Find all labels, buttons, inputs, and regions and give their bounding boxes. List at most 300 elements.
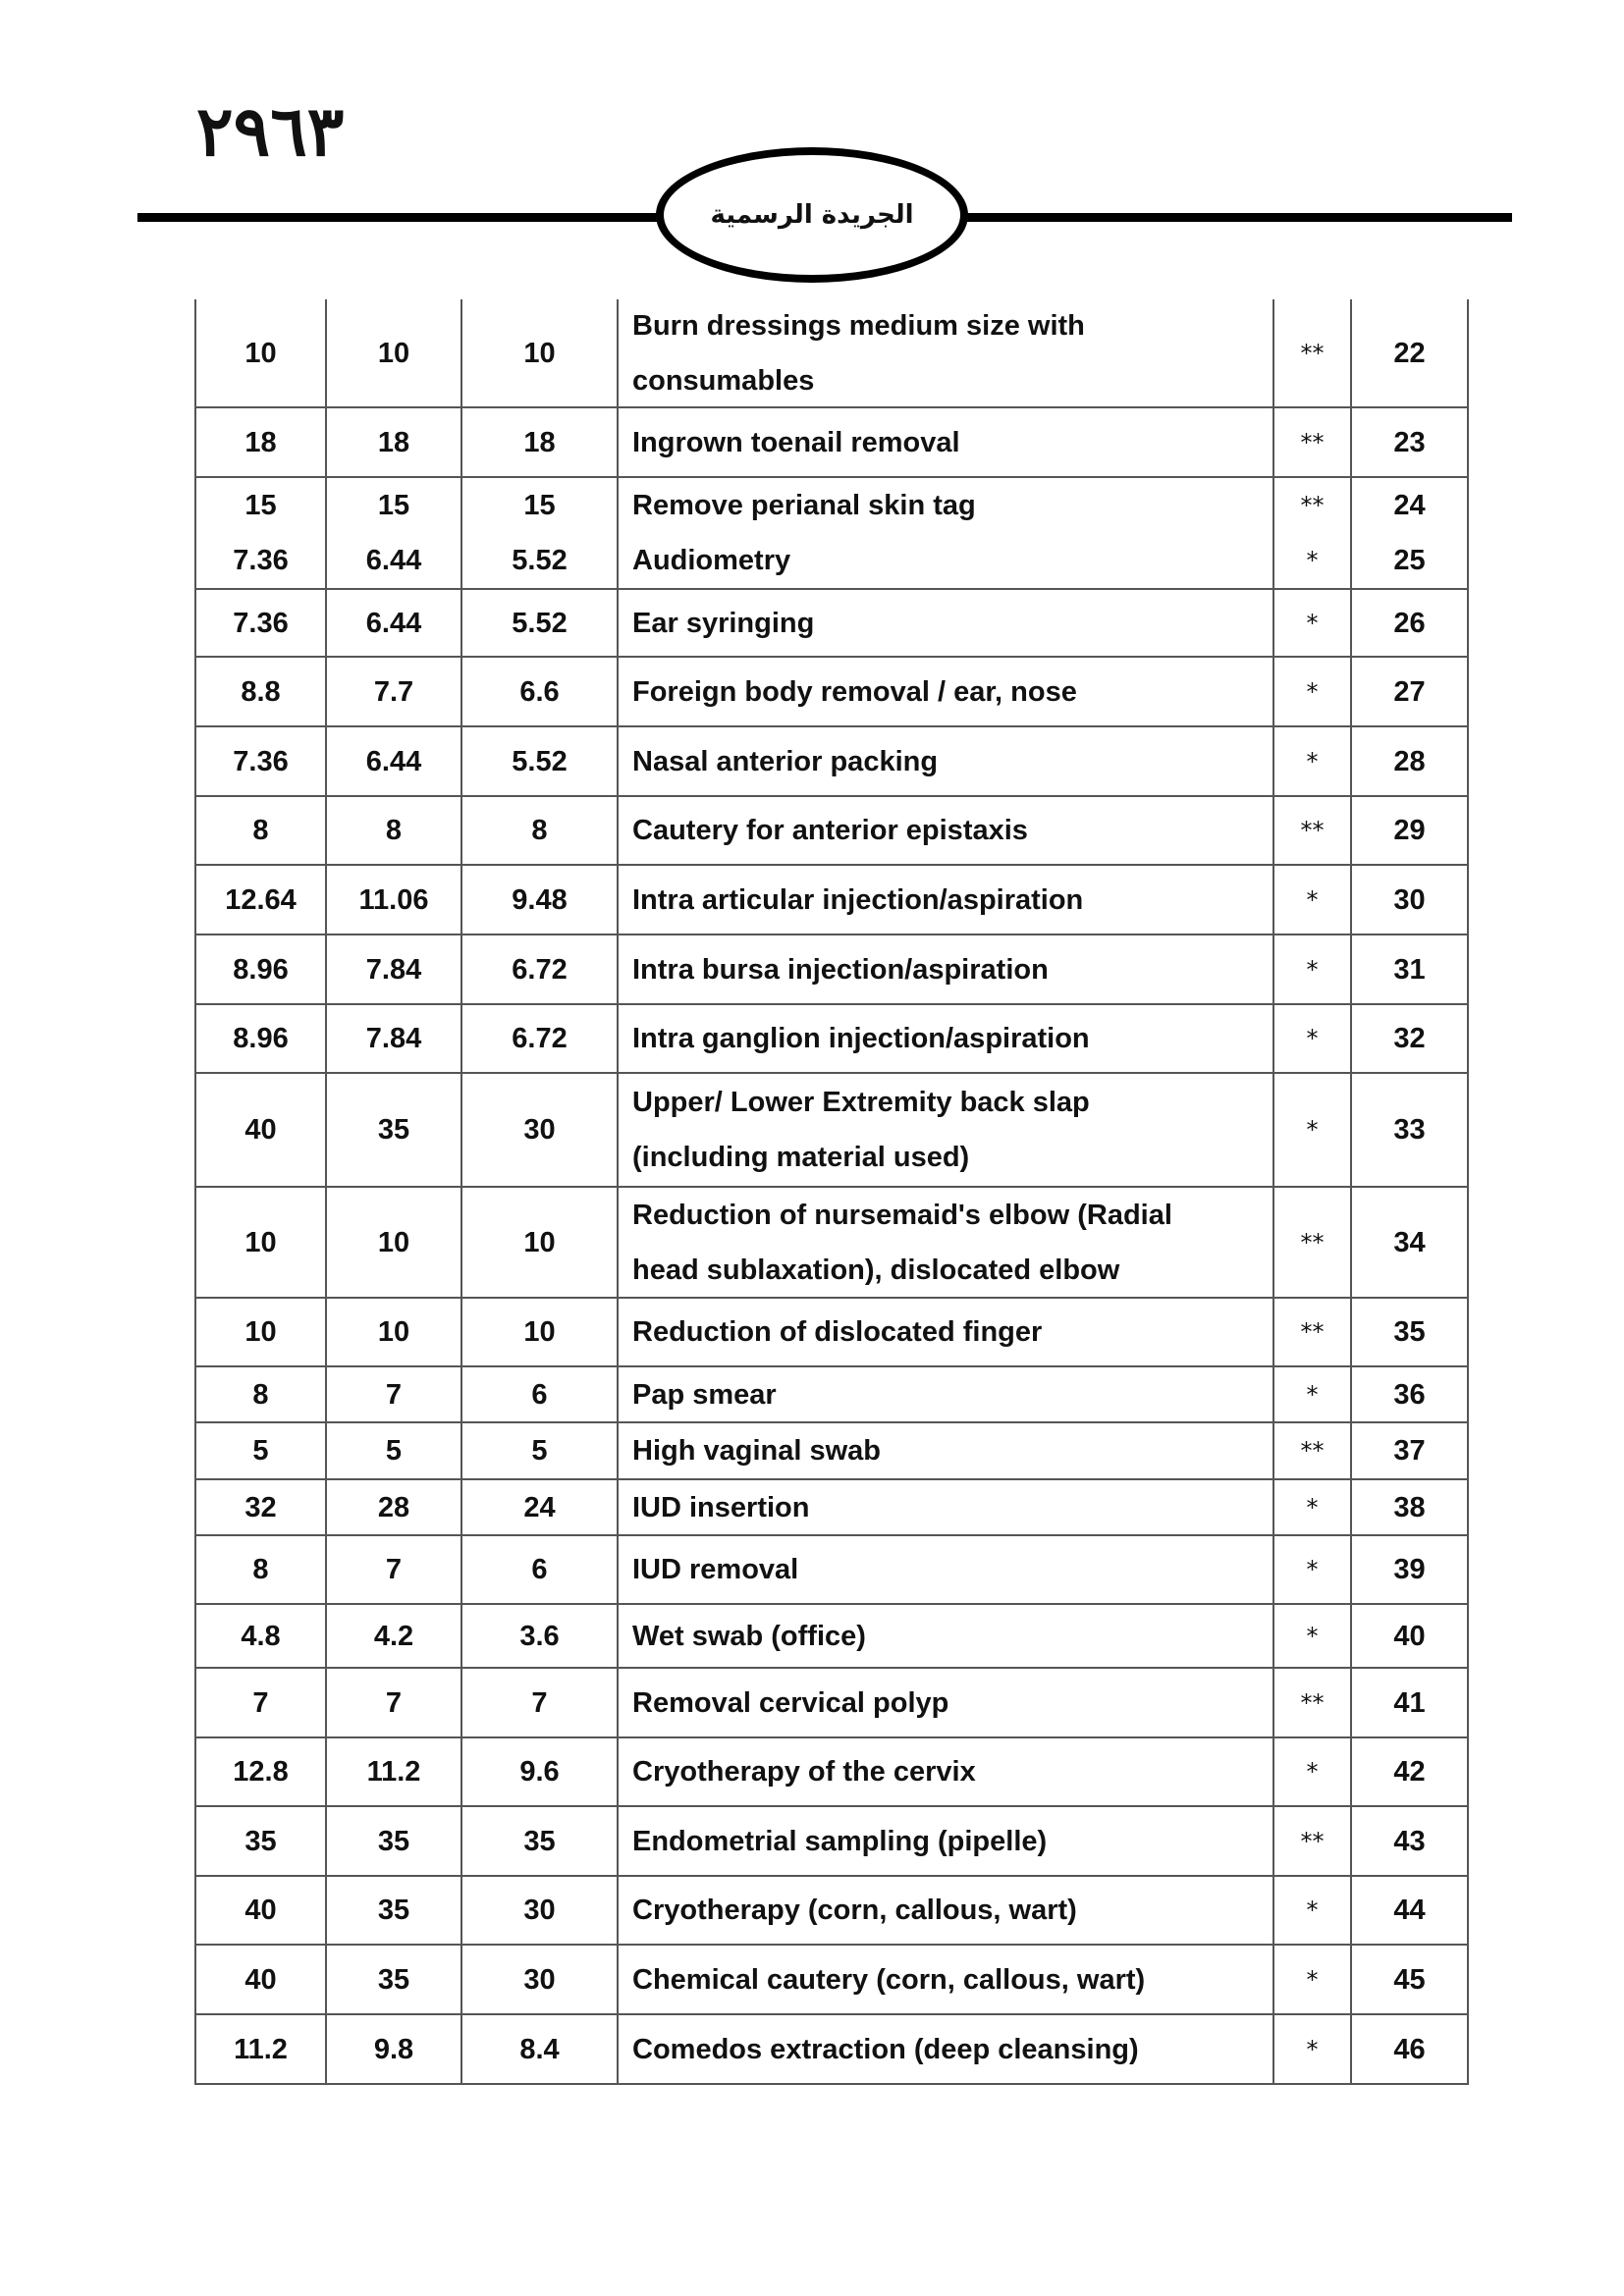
price-tier-2: 8: [385, 815, 403, 846]
price-tier-2: 7: [385, 1554, 403, 1585]
price-tier-2-cell: [325, 1807, 460, 1875]
table-row: [194, 1299, 1469, 1367]
item-number: 44: [1393, 1895, 1426, 1926]
price-tier-2-cell: [325, 1074, 460, 1186]
price-tier-2-cell: [325, 797, 460, 864]
price-tier-3-cell: [460, 2015, 617, 2083]
item-number: 42: [1393, 1756, 1426, 1788]
price-tier-2: 10: [377, 1316, 410, 1348]
service-description-cell: [617, 478, 1272, 588]
price-tier-1: 8.96: [233, 953, 289, 986]
item-number-cell: [1350, 727, 1469, 795]
category-mark: **: [1300, 1228, 1325, 1256]
price-tier-1: 11.2: [234, 2033, 288, 2065]
service-description: Nasal anterior packing: [632, 745, 939, 777]
price-tier-2-cell: [325, 866, 460, 934]
price-tier-1-cell: [194, 1074, 325, 1186]
price-tier-3: 5.52: [512, 745, 568, 777]
price-tier-1-cell: [194, 866, 325, 934]
price-tier-3-cell: [460, 1423, 617, 1478]
item-number-cell: [1350, 1807, 1469, 1875]
category-mark-cell: [1272, 408, 1350, 476]
price-tier-1: 8: [252, 1554, 269, 1585]
service-description: IUD removal: [632, 1554, 799, 1585]
price-tier-2: 10: [377, 1226, 410, 1258]
price-tier-2-cell: [325, 590, 460, 656]
service-description-cell: [617, 1367, 1272, 1421]
price-tier-2: 7: [385, 1686, 403, 1719]
price-tier-1-cell: [194, 1669, 325, 1736]
price-tier-2-cell: [325, 1005, 460, 1072]
page-number: ٢٩٦٣: [196, 90, 345, 172]
item-number-cell: [1350, 1299, 1469, 1365]
table-row: [194, 866, 1469, 935]
category-mark: **: [1300, 1318, 1325, 1346]
item-number: 38: [1393, 1491, 1426, 1523]
item-number-cell: [1350, 658, 1469, 725]
service-description: Upper/ Lower Extremity back slap (including material used): [632, 1087, 1090, 1173]
price-tier-1: 7.36: [233, 745, 289, 777]
service-description: Reduction of nursemaid's elbow (Radial head sublaxation), dislocated elbow: [632, 1199, 1172, 1286]
table-row: [194, 1188, 1469, 1299]
price-tier-3-cell: [460, 590, 617, 656]
category-mark: *: [1306, 1025, 1319, 1052]
price-tier-2: 18: [377, 426, 410, 458]
category-mark-cell: [1272, 1299, 1350, 1365]
price-tier-3-cell: [460, 478, 617, 588]
table-row: [194, 1074, 1469, 1188]
item-number: 25: [1393, 545, 1426, 576]
table-row: [194, 1480, 1469, 1536]
service-description-cell: [617, 1188, 1272, 1297]
price-tier-1: 4.8: [241, 1620, 281, 1652]
price-tier-2: 10: [377, 337, 410, 369]
item-number-cell: [1350, 935, 1469, 1003]
service-description-cell: [617, 797, 1272, 864]
price-tier-2-cell: [325, 2015, 460, 2083]
service-description: Remove perianal skin tag: [632, 490, 976, 521]
service-description: Pap smear: [632, 1378, 777, 1411]
table-row: [194, 590, 1469, 658]
category-mark-cell: [1272, 1738, 1350, 1805]
service-description: Comedos extraction (deep cleansing): [632, 2033, 1139, 2065]
service-description-cell: [617, 1946, 1272, 2013]
price-tier-3-cell: [460, 1946, 617, 2013]
price-tier-3-cell: [460, 1807, 617, 1875]
price-tier-3: 9.48: [512, 883, 568, 916]
price-tier-2: 4.2: [373, 1620, 414, 1652]
price-tier-1: 40: [244, 1114, 277, 1146]
item-number-cell: [1350, 1074, 1469, 1186]
price-tier-2-cell: [325, 478, 460, 588]
price-tier-2: 35: [377, 1895, 410, 1926]
category-mark: *: [1306, 2035, 1319, 2063]
price-tier-2-cell: [325, 1299, 460, 1365]
item-number-cell: [1350, 1605, 1469, 1667]
item-number-cell: [1350, 2015, 1469, 2083]
service-description: Cryotherapy (corn, callous, wart): [632, 1895, 1077, 1926]
item-number: 23: [1393, 426, 1426, 458]
price-tier-2-cell: [325, 935, 460, 1003]
price-tier-2-cell: [325, 408, 460, 476]
price-tier-3: 3.6: [519, 1620, 560, 1652]
price-tier-1: 18: [244, 426, 277, 458]
price-tier-3-cell: [460, 935, 617, 1003]
service-description: Cautery for anterior epistaxis: [632, 815, 1028, 846]
service-description-cell: [617, 1005, 1272, 1072]
item-number: 28: [1393, 745, 1426, 777]
category-mark: *: [1306, 1622, 1319, 1650]
category-mark: **: [1300, 1827, 1325, 1855]
price-tier-3-cell: [460, 797, 617, 864]
price-tier-3-cell: [460, 1480, 617, 1534]
service-description-cell: [617, 866, 1272, 934]
price-tier-3: 5: [531, 1435, 548, 1467]
service-description: Audiometry: [632, 545, 791, 576]
price-tier-1-cell: [194, 299, 325, 406]
service-description-cell: [617, 1738, 1272, 1805]
price-tier-3: 10: [523, 337, 556, 369]
service-description: Ingrown toenail removal: [632, 426, 960, 458]
item-number: 26: [1393, 607, 1426, 639]
price-tier-2: 35: [377, 1825, 410, 1857]
price-tier-3-cell: [460, 1367, 617, 1421]
category-mark-cell: [1272, 478, 1350, 588]
price-tier-1-cell: [194, 1299, 325, 1365]
price-tier-3-cell: [460, 1877, 617, 1944]
service-description-cell: [617, 1669, 1272, 1736]
service-description-cell: [617, 2015, 1272, 2083]
service-description-cell: [617, 1074, 1272, 1186]
price-tier-2-cell: [325, 1877, 460, 1944]
category-mark: *: [1306, 609, 1319, 637]
category-mark: *: [1306, 1116, 1319, 1144]
category-mark: **: [1300, 492, 1325, 519]
item-number: 39: [1393, 1554, 1426, 1585]
price-tier-2-cell: [325, 1946, 460, 2013]
price-tier-1: 10: [244, 1316, 277, 1348]
price-tier-2-cell: [325, 1738, 460, 1805]
price-tier-1-cell: [194, 1807, 325, 1875]
category-mark: *: [1306, 677, 1319, 706]
price-tier-1-cell: [194, 1946, 325, 2013]
category-mark-cell: [1272, 1074, 1350, 1186]
price-tier-2: 7: [385, 1378, 403, 1411]
price-tier-3-cell: [460, 1605, 617, 1667]
table-row: [194, 1423, 1469, 1480]
price-tier-3-cell: [460, 1536, 617, 1603]
price-tier-2-cell: [325, 1480, 460, 1534]
table-row: [194, 1367, 1469, 1423]
category-mark-cell: [1272, 1005, 1350, 1072]
price-tier-2: 11.2: [366, 1756, 421, 1788]
service-description-cell: [617, 727, 1272, 795]
price-tier-3: 30: [523, 1963, 556, 1996]
table-row: [194, 1605, 1469, 1669]
price-tier-3: 8.4: [519, 2033, 560, 2065]
table-row: [194, 2015, 1469, 2085]
price-tier-3-cell: [460, 1005, 617, 1072]
price-tier-1: 5: [252, 1435, 269, 1467]
price-tier-3-cell: [460, 1188, 617, 1297]
price-tier-2: 28: [377, 1491, 410, 1523]
price-tier-2-cell: [325, 1423, 460, 1478]
table-row: [194, 1877, 1469, 1946]
price-tier-1-cell: [194, 658, 325, 725]
price-tier-2-cell: [325, 1605, 460, 1667]
price-tier-3: 24: [523, 1491, 556, 1523]
category-mark-cell: [1272, 1877, 1350, 1944]
item-number-cell: [1350, 478, 1469, 588]
price-tier-1: 40: [244, 1895, 277, 1926]
price-tier-1-cell: [194, 1877, 325, 1944]
price-tier-2-cell: [325, 299, 460, 406]
price-tier-1-cell: [194, 478, 325, 588]
item-number-cell: [1350, 1669, 1469, 1736]
price-tier-3: 8: [531, 815, 548, 846]
table-row: [194, 797, 1469, 866]
price-tier-1-cell: [194, 1367, 325, 1421]
category-mark: *: [1306, 885, 1319, 914]
category-mark-cell: [1272, 299, 1350, 406]
item-number: 24: [1393, 490, 1426, 521]
category-mark: **: [1300, 1437, 1325, 1465]
price-tier-2-cell: [325, 1536, 460, 1603]
table-row: [194, 478, 1469, 590]
service-description: IUD insertion: [632, 1491, 810, 1523]
price-tier-3-cell: [460, 1669, 617, 1736]
item-number: 31: [1393, 953, 1426, 986]
price-tier-2-cell: [325, 658, 460, 725]
service-description: High vaginal swab: [632, 1435, 881, 1467]
price-tier-2: 35: [377, 1963, 410, 1996]
service-description: Foreign body removal / ear, nose: [632, 675, 1077, 708]
table-row: [194, 1669, 1469, 1738]
category-mark-cell: [1272, 727, 1350, 795]
category-mark-cell: [1272, 866, 1350, 934]
category-mark: **: [1300, 1688, 1325, 1717]
item-number: 33: [1393, 1114, 1426, 1146]
category-mark-cell: [1272, 1367, 1350, 1421]
service-description: Burn dressings medium size with consumables: [632, 309, 1085, 397]
price-tier-1: 15: [244, 490, 277, 521]
category-mark: *: [1306, 747, 1319, 775]
price-tier-3: 10: [523, 1316, 556, 1348]
item-number: 46: [1393, 2033, 1426, 2065]
price-tier-3-cell: [460, 1074, 617, 1186]
service-description: Endometrial sampling (pipelle): [632, 1825, 1048, 1857]
table-row: [194, 1005, 1469, 1074]
item-number: 36: [1393, 1378, 1426, 1411]
price-tier-1: 12.8: [233, 1756, 289, 1788]
category-mark-cell: [1272, 1536, 1350, 1603]
item-number-cell: [1350, 590, 1469, 656]
category-mark: *: [1306, 547, 1319, 574]
item-number-cell: [1350, 1188, 1469, 1297]
item-number-cell: [1350, 1005, 1469, 1072]
price-tier-1: 7: [252, 1686, 269, 1719]
price-tier-3-cell: [460, 866, 617, 934]
price-tier-2: 7.84: [365, 1023, 422, 1054]
service-description-cell: [617, 299, 1272, 406]
category-mark-cell: [1272, 797, 1350, 864]
item-number: 37: [1393, 1435, 1426, 1467]
price-tier-3: 7: [531, 1686, 548, 1719]
category-mark: *: [1306, 1493, 1319, 1522]
price-tier-3: 6.72: [512, 953, 568, 986]
service-description-cell: [617, 1480, 1272, 1534]
table-row: [194, 408, 1469, 478]
price-tier-1: 7.36: [233, 607, 289, 639]
item-number-cell: [1350, 1367, 1469, 1421]
price-tier-3-cell: [460, 408, 617, 476]
table-row: [194, 658, 1469, 727]
service-description-cell: [617, 1807, 1272, 1875]
price-tier-1: 12.64: [225, 883, 297, 916]
category-mark: **: [1300, 339, 1325, 367]
table-row: [194, 1536, 1469, 1605]
category-mark-cell: [1272, 935, 1350, 1003]
service-description: Reduction of dislocated finger: [632, 1316, 1043, 1348]
item-number-cell: [1350, 1946, 1469, 2013]
table-row: [194, 727, 1469, 797]
service-description-cell: [617, 1423, 1272, 1478]
price-tier-1: 8: [252, 815, 269, 846]
price-tier-2: 6.44: [365, 545, 422, 576]
table-row: [194, 1946, 1469, 2015]
category-mark: *: [1306, 955, 1319, 984]
price-tier-1-cell: [194, 1005, 325, 1072]
price-tier-1: 40: [244, 1963, 277, 1996]
price-tier-3: 6.6: [519, 675, 560, 708]
category-mark: *: [1306, 1380, 1319, 1409]
service-description-cell: [617, 590, 1272, 656]
item-number: 40: [1393, 1620, 1426, 1652]
item-number: 27: [1393, 675, 1426, 708]
price-tier-3: 30: [523, 1114, 556, 1146]
category-mark-cell: [1272, 1807, 1350, 1875]
category-mark-cell: [1272, 2015, 1350, 2083]
item-number: 22: [1393, 337, 1426, 369]
price-tier-3: 15: [523, 490, 556, 521]
category-mark: *: [1306, 1556, 1319, 1583]
price-tier-1: 8: [252, 1378, 269, 1411]
price-tier-1: 32: [244, 1491, 277, 1523]
price-tier-2: 9.8: [373, 2033, 414, 2065]
price-tier-1-cell: [194, 2015, 325, 2083]
price-tier-1-cell: [194, 727, 325, 795]
item-number-cell: [1350, 1536, 1469, 1603]
price-tier-2: 7.7: [373, 675, 414, 708]
price-tier-2-cell: [325, 1669, 460, 1736]
item-number-cell: [1350, 1423, 1469, 1478]
price-tier-1-cell: [194, 1188, 325, 1297]
service-description: Wet swab (office): [632, 1620, 866, 1652]
service-description: Ear syringing: [632, 607, 815, 639]
item-number-cell: [1350, 1480, 1469, 1534]
price-tier-3: 5.52: [512, 545, 568, 576]
service-description: Intra articular injection/aspiration: [632, 883, 1084, 916]
price-tier-3-cell: [460, 299, 617, 406]
price-tier-2: 6.44: [365, 745, 422, 777]
item-number-cell: [1350, 299, 1469, 406]
item-number-cell: [1350, 797, 1469, 864]
price-tier-2: 5: [385, 1435, 403, 1467]
price-tier-1-cell: [194, 1536, 325, 1603]
category-mark: **: [1300, 817, 1325, 844]
price-tier-1-cell: [194, 1738, 325, 1805]
price-tier-3-cell: [460, 727, 617, 795]
category-mark-cell: [1272, 1605, 1350, 1667]
service-description-cell: [617, 1536, 1272, 1603]
item-number: 34: [1393, 1226, 1426, 1258]
price-tier-3: 35: [523, 1825, 556, 1857]
service-description-cell: [617, 408, 1272, 476]
price-tier-1-cell: [194, 590, 325, 656]
table-row: [194, 1807, 1469, 1877]
table-row: [194, 1738, 1469, 1807]
category-mark: **: [1300, 428, 1325, 456]
item-number: 41: [1393, 1686, 1426, 1719]
price-tier-1-cell: [194, 935, 325, 1003]
table-row: [194, 299, 1469, 408]
category-mark: *: [1306, 1896, 1319, 1924]
price-tier-3: 10: [523, 1226, 556, 1258]
price-tier-1-cell: [194, 1423, 325, 1478]
price-tier-1: 10: [244, 337, 277, 369]
category-mark-cell: [1272, 590, 1350, 656]
price-tier-3-cell: [460, 658, 617, 725]
price-tier-1-cell: [194, 408, 325, 476]
category-mark: *: [1306, 1965, 1319, 1994]
category-mark-cell: [1272, 1669, 1350, 1736]
price-tier-2: 35: [377, 1114, 410, 1146]
category-mark-cell: [1272, 1946, 1350, 2013]
service-description-cell: [617, 658, 1272, 725]
item-number: 29: [1393, 815, 1426, 846]
item-number-cell: [1350, 1877, 1469, 1944]
item-number-cell: [1350, 1738, 1469, 1805]
price-tier-1: 8.8: [241, 675, 281, 708]
price-tier-1: 7.36: [233, 545, 289, 576]
price-tier-1: 8.96: [233, 1023, 289, 1054]
gazette-emblem: [656, 147, 968, 283]
category-mark-cell: [1272, 658, 1350, 725]
price-tier-1: 35: [244, 1825, 277, 1857]
service-description: Removal cervical polyp: [632, 1686, 949, 1719]
item-number-cell: [1350, 408, 1469, 476]
price-tier-2: 11.06: [358, 883, 429, 916]
item-number: 35: [1393, 1316, 1426, 1348]
service-description: Cryotherapy of the cervix: [632, 1756, 976, 1788]
service-description-cell: [617, 1605, 1272, 1667]
service-description-cell: [617, 935, 1272, 1003]
price-tier-2-cell: [325, 1188, 460, 1297]
item-number: 45: [1393, 1963, 1426, 1996]
service-description-cell: [617, 1299, 1272, 1365]
item-number: 43: [1393, 1825, 1426, 1857]
service-description-cell: [617, 1877, 1272, 1944]
price-tier-2-cell: [325, 727, 460, 795]
price-tier-3-cell: [460, 1738, 617, 1805]
item-number: 32: [1393, 1023, 1426, 1054]
category-mark-cell: [1272, 1188, 1350, 1297]
item-number: 30: [1393, 883, 1426, 916]
service-description: Intra ganglion injection/aspiration: [632, 1023, 1090, 1054]
price-tier-1-cell: [194, 1480, 325, 1534]
price-tier-3: 6: [531, 1554, 548, 1585]
price-tier-3: 9.6: [519, 1756, 560, 1788]
